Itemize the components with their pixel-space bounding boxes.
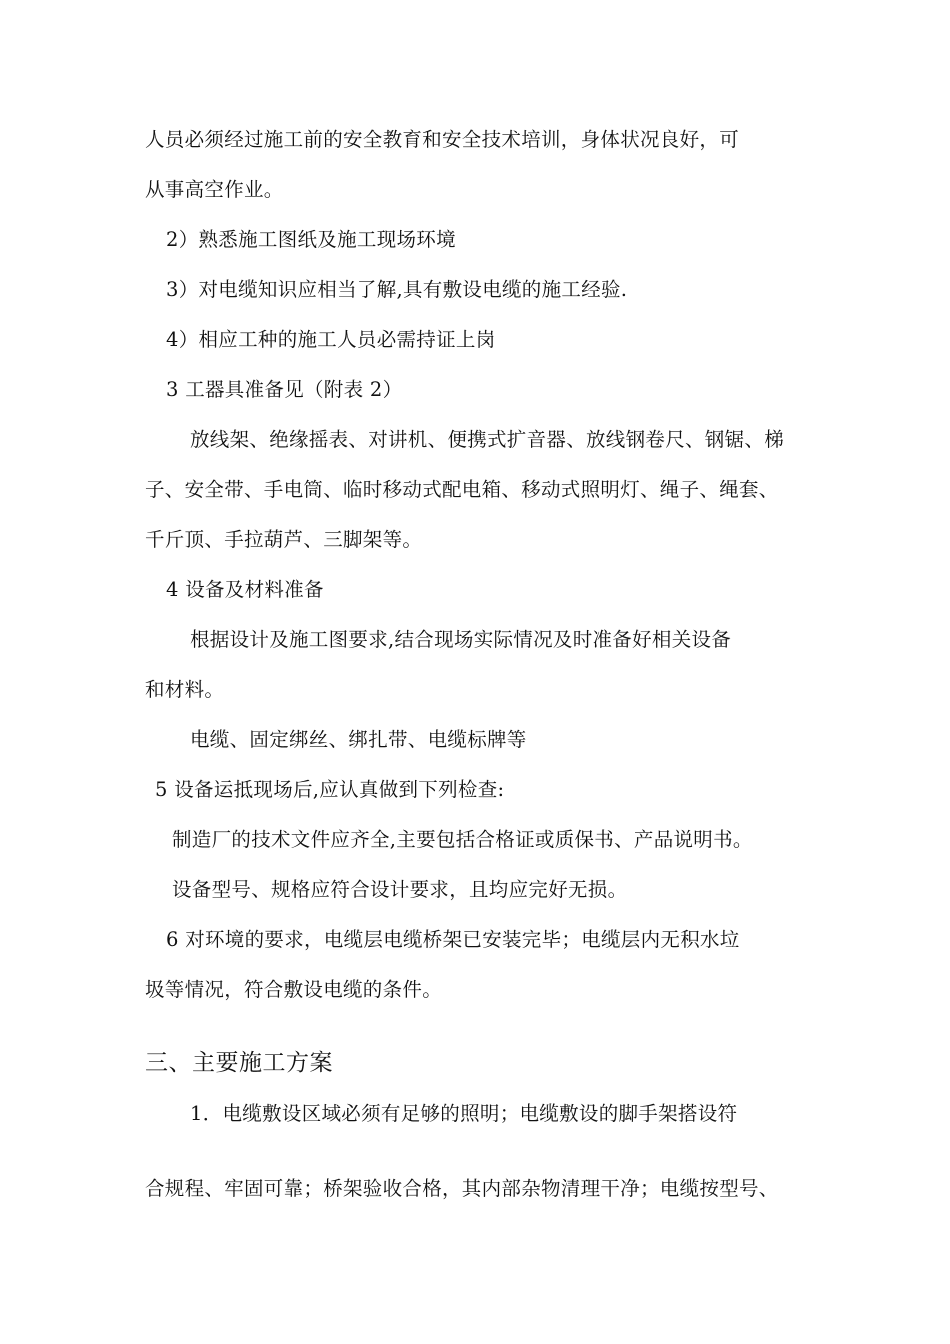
paragraph-line: 设备型号、规格应符合设计要求，且均应完好无损。 (172, 878, 628, 901)
subsection-title-tools: 3 工器具准备见（附表 2） (166, 378, 403, 401)
paragraph-line: 根据设计及施工图要求,结合现场实际情况及时准备好相关设备 (190, 628, 732, 651)
paragraph-line: 从事高空作业。 (145, 178, 284, 201)
paragraph-line: 和材料。 (145, 678, 225, 701)
list-item-4: 4）相应工种的施工人员必需持证上岗 (166, 328, 496, 351)
paragraph-line: 制造厂的技术文件应齐全,主要包括合格证或质保书、产品说明书。 (172, 828, 753, 851)
subsection-title-materials: 4 设备及材料准备 (166, 578, 324, 601)
paragraph-line: 放线架、绝缘摇表、对讲机、便携式扩音器、放线钢卷尺、钢锯、梯 (190, 428, 785, 451)
subsection-title-environment: 6 对环境的要求，电缆层电缆桥架已安装完毕；电缆层内无积水垃 (166, 928, 740, 951)
list-item-2: 2）熟悉施工图纸及施工现场环境 (166, 228, 456, 251)
paragraph-line: 合规程、牢固可靠；桥架验收合格，其内部杂物清理干净；电缆按型号、 (145, 1177, 779, 1200)
paragraph-line: 圾等情况，符合敷设电缆的条件。 (145, 978, 443, 1001)
subsection-title-inspection: 5 设备运抵现场后,应认真做到下列检查: (155, 778, 505, 801)
list-item-3: 3）对电缆知识应相当了解,具有敷设电缆的施工经验. (166, 278, 628, 301)
paragraph-line: 千斤顶、手拉葫芦、三脚架等。 (145, 528, 423, 551)
paragraph-line: 1．电缆敷设区域必须有足够的照明；电缆敷设的脚手架搭设符 (190, 1102, 738, 1125)
paragraph-line: 人员必须经过施工前的安全教育和安全技术培训，身体状况良好，可 (145, 128, 740, 151)
paragraph-line: 子、安全带、手电筒、临时移动式配电箱、移动式照明灯、绳子、绳套、 (145, 478, 779, 501)
paragraph-line: 电缆、固定绑丝、绑扎带、电缆标牌等 (190, 728, 527, 751)
section-heading: 三、主要施工方案 (145, 1050, 333, 1076)
